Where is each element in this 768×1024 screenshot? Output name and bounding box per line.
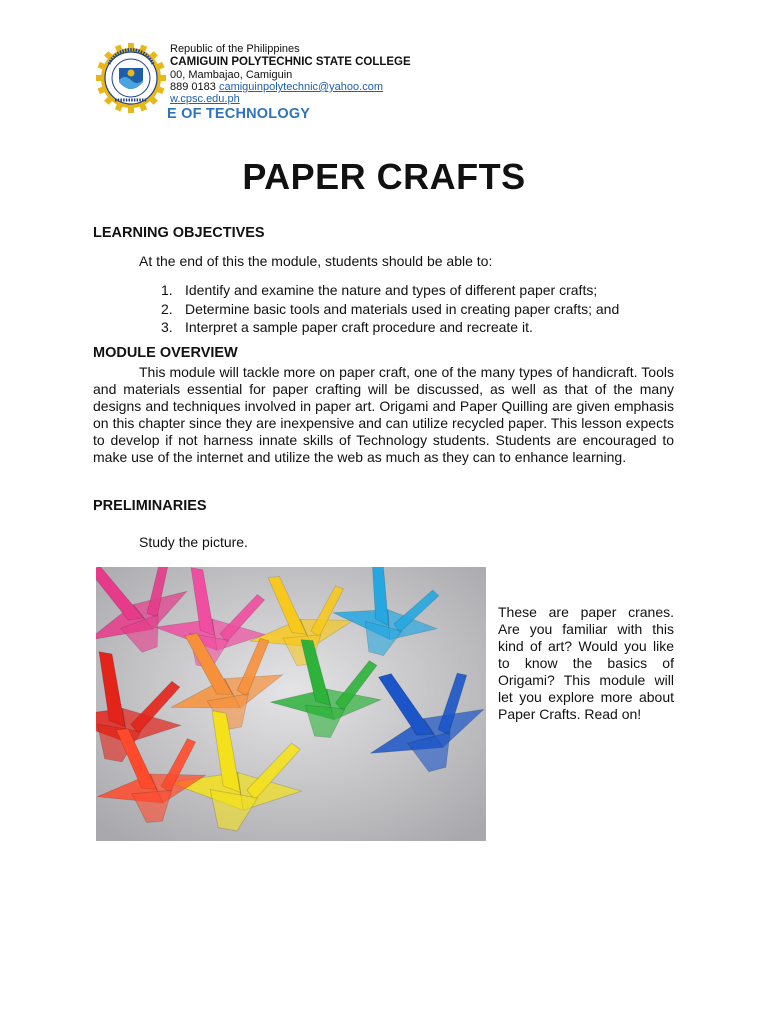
objective-item: 1. Identify and examine the nature and types of different paper crafts; [161,282,598,298]
header-email-link[interactable]: camiguinpolytechnic@yahoo.com [218,81,383,93]
college-logo [95,40,167,120]
header-phone: 889 0183 [170,81,216,93]
photo-caption: These are paper cranes. Are you familiar with this kind of art? Would you like to know the basics of Origami? This module will let you explore more about Paper Crafts. Read on! [498,604,674,722]
origami-cranes-illustration [96,567,486,841]
learning-objectives-intro: At the end of this the module, students should be able to: [139,253,493,269]
page-title: PAPER CRAFTS [242,156,526,197]
module-overview-body: This module will tackle more on paper craft, one of the many types of handicraft. Tools and materials essential for paper crafting will be discussed, as well as that of the many designs and techniques involved in paper art. Origami and Paper Quilling are given emphasis on this chapter since they are inexpensive and can utilize recycled paper. This lesson expects to develop if not harness innate skills of Technology students. Students are encouraged to make use of the internet and utilize the web as much as they can to enhance learning. [93,364,674,465]
origami-cranes-photo [96,567,486,841]
header-address: 00, Mambajao, Camiguin [170,69,293,81]
objective-item: 2. Determine basic tools and materials used in creating paper crafts; and [161,300,620,317]
preliminaries-intro: Study the picture. [139,534,248,550]
header-college-name: CAMIGUIN POLYTECHNIC STATE COLLEGE [170,56,411,68]
objective-item: 3. Interpret a sample paper craft procedure and recreate it. [161,319,533,335]
objectives-list [161,281,619,337]
header-website-link[interactable]: w.cpsc.edu.ph [170,93,240,105]
module-overview-heading: MODULE OVERVIEW [93,345,238,361]
header-republic: Republic of the Philippines [170,43,300,55]
preliminaries-heading: PRELIMINARIES [93,498,207,514]
learning-objectives-heading: LEARNING OBJECTIVES [93,225,265,241]
header-department: E OF TECHNOLOGY [167,106,311,122]
college-seal-icon [95,40,167,120]
